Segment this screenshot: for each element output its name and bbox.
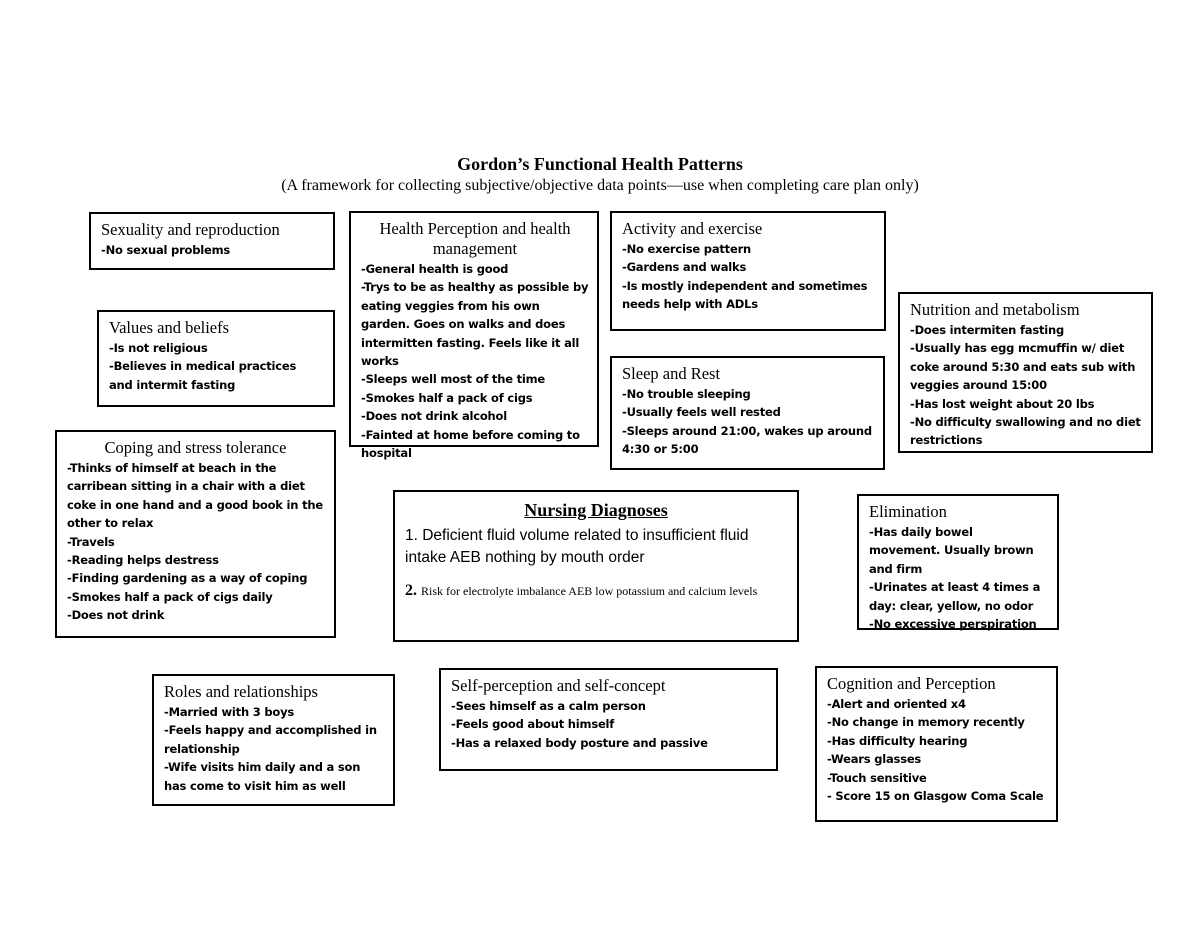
roles-item: -Married with 3 boys: [164, 705, 295, 719]
health-perception-item: -Trys to be as healthy as possible by eating veggies from his own garden. Goes on walks and does intermitten fasting. Feels like it all works: [361, 280, 589, 369]
nursing-diagnosis-2: [405, 583, 787, 599]
sleep-title: Sleep and Rest: [622, 364, 721, 383]
nutrition-item: -Has lost weight about 20 lbs: [910, 396, 1095, 411]
cognition-item: -Wears glasses: [827, 752, 922, 767]
nutrition-item: -Does intermiten fasting: [910, 323, 1065, 337]
health-perception-title: Health Perception and health management: [379, 219, 571, 258]
elimination-item: -Has daily bowel movement. Usually brown and firm: [869, 525, 1034, 576]
sleep-item: -No trouble sleeping: [622, 387, 751, 401]
sleep-box: [610, 356, 885, 470]
roles-item: -Feels happy and accomplished in relationship: [164, 723, 377, 756]
self-perception-item: -Sees himself as a calm person: [451, 699, 646, 713]
health-perception-item: -Smokes half a pack of cigs: [361, 390, 533, 405]
roles-item: -Wife visits him daily and a son has come to visit him as well: [164, 760, 361, 793]
coping-item: -Does not drink: [67, 608, 165, 623]
activity-title: Activity and exercise: [622, 219, 763, 238]
values-box: [97, 310, 335, 407]
coping-title: Coping and stress tolerance: [104, 438, 287, 457]
coping-item: -Travels: [67, 534, 115, 549]
values-title: Values and beliefs: [109, 318, 230, 337]
values-item: -Is not religious: [109, 341, 208, 355]
health-perception-item: -Sleeps well most of the time: [361, 372, 546, 387]
health-perception-item: -General health is good: [361, 262, 509, 276]
sexuality-item: -No sexual problems: [101, 243, 231, 257]
values-item: -Believes in medical practices and intermit fasting: [109, 359, 297, 392]
cognition-item: -No change in memory recently: [827, 715, 1025, 730]
nursing-diagnoses-title: Nursing Diagnoses: [524, 500, 668, 520]
nursing-diagnosis-2-number: 2.: [405, 582, 417, 599]
coping-item: -Reading helps destress: [67, 553, 219, 568]
roles-box: [152, 674, 395, 806]
self-perception-item: -Has a relaxed body posture and passive: [451, 735, 708, 750]
activity-item: -No exercise pattern: [622, 242, 752, 256]
cognition-item: -Alert and oriented x4: [827, 697, 966, 711]
page-title: Gordon’s Functional Health Patterns: [457, 154, 743, 174]
nutrition-item: -Usually has egg mcmuffin w/ diet coke around 5:30 and eats sub with veggies around 15:00: [910, 341, 1136, 393]
cognition-item: - Score 15 on Glasgow Coma Scale: [827, 789, 1044, 804]
cognition-item: -Touch sensitive: [827, 770, 927, 785]
coping-item: -Thinks of himself at beach in the carribean sitting in a chair with a diet coke in one hand and a good book in the other to relax: [67, 461, 323, 531]
activity-item: -Is mostly independent and sometimes needs help with ADLs: [622, 278, 868, 312]
sleep-item: -Sleeps around 21:00, wakes up around 4:30 or 5:00: [622, 423, 872, 457]
nursing-diagnoses-box: [393, 490, 799, 642]
elimination-item: -Urinates at least 4 times a day: clear, yellow, no odor: [869, 580, 1041, 613]
activity-item: -Gardens and walks: [622, 260, 747, 275]
sexuality-box: [89, 212, 335, 270]
self-perception-box: [439, 668, 778, 771]
cognition-title: Cognition and Perception: [827, 674, 996, 693]
nutrition-item: -No difficulty swallowing and no diet restrictions: [910, 415, 1141, 448]
coping-item: -Smokes half a pack of cigs daily: [67, 589, 273, 604]
self-perception-item: -Feels good about himself: [451, 717, 615, 732]
health-perception-item: -Does not drink alcohol: [361, 409, 507, 424]
coping-box: [55, 430, 336, 638]
elimination-box: [857, 494, 1059, 630]
coping-item: -Finding gardening as a way of coping: [67, 571, 308, 586]
elimination-item: -No excessive perspiration: [869, 617, 1037, 632]
nursing-diagnosis-1: 1. Deficient fluid volume related to insufficient fluid intake AEB nothing by mouth order: [405, 527, 749, 566]
nutrition-title: Nutrition and metabolism: [910, 300, 1080, 319]
elimination-title: Elimination: [869, 502, 947, 521]
page-subtitle: (A framework for collecting subjective/objective data points—use when completing care plan only): [281, 177, 919, 194]
sleep-item: -Usually feels well rested: [622, 405, 781, 420]
self-perception-title: Self-perception and self-concept: [451, 676, 666, 695]
roles-title: Roles and relationships: [164, 682, 318, 701]
health-perception-box: [349, 211, 599, 461]
health-perception-item: -Fainted at home before coming to hospital: [361, 427, 580, 461]
nutrition-box: [898, 292, 1153, 453]
cognition-item: -Has difficulty hearing: [827, 733, 968, 748]
activity-box: [610, 211, 886, 331]
nursing-diagnosis-2-text: Risk for electrolyte imbalance AEB low potassium and calcium levels: [421, 584, 758, 598]
cognition-box: [815, 666, 1058, 822]
sexuality-title: Sexuality and reproduction: [101, 220, 280, 239]
